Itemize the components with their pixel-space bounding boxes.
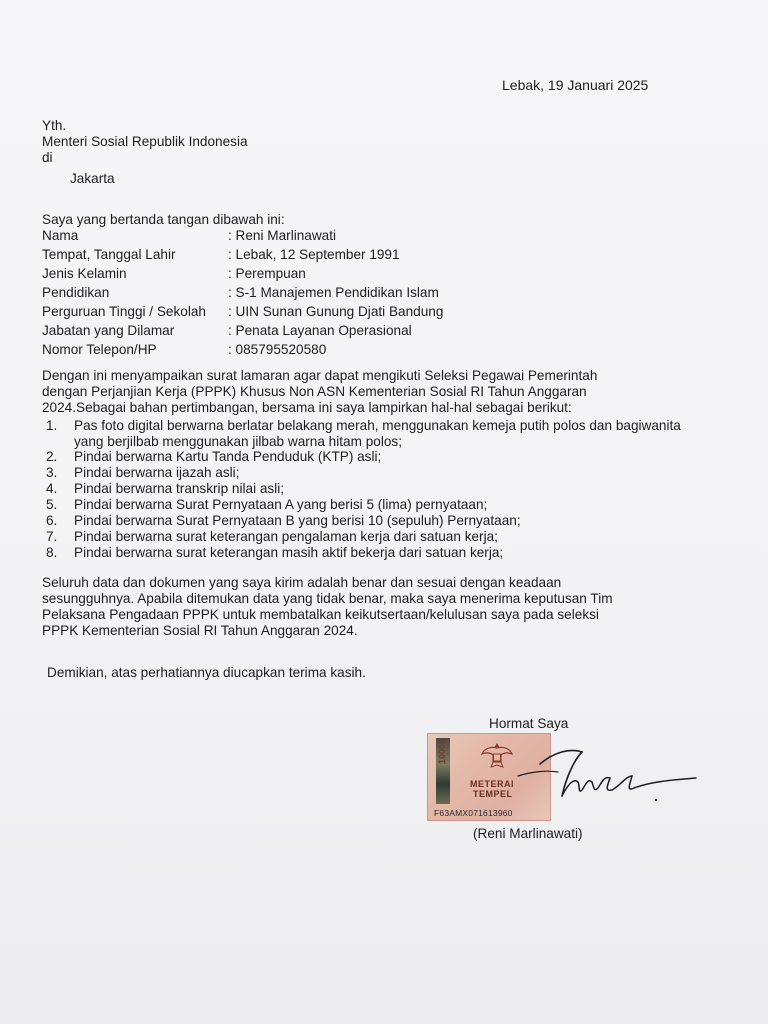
identity-label: Jenis Kelamin (42, 266, 127, 281)
list-item (42, 449, 684, 465)
list-item (42, 529, 684, 545)
paragraph-line: Pelaksana Pengadaan PPPK untuk membatalkan keikutsertaan/kelulusan saya pada seleksi (42, 607, 599, 622)
attachment-list (42, 418, 684, 561)
paragraph-line: Seluruh data dan dokumen yang saya kirim adalah benar dan sesuai dengan keadaan (42, 575, 562, 590)
identity-table (42, 228, 443, 361)
intro-text: Saya yang bertanda tangan dibawah ini: (42, 212, 285, 227)
list-number: 7. (46, 529, 58, 544)
list-text: Pindai berwarna surat keterangan pengalaman kerja dari satuan kerja; (74, 529, 498, 544)
identity-label: Jabatan yang Dilamar (42, 323, 175, 338)
signer-name: (Reni Marlinawati) (473, 826, 583, 841)
stamp-label-2: TEMPEL (473, 789, 513, 799)
paragraph-line: sesungguhnya. Apabila ditemukan data yang tidak benar, maka saya menerima keputusan Tim (42, 591, 613, 606)
list-text: Pindai berwarna surat keterangan masih aktif bekerja dari satuan kerja; (74, 545, 504, 560)
identity-label: Tempat, Tanggal Lahir (42, 247, 176, 262)
list-text: Pindai berwarna ijazah asli; (74, 465, 240, 480)
identity-row (42, 266, 443, 285)
declaration-paragraph (42, 575, 660, 639)
identity-row (42, 228, 443, 247)
stamp-value: 10000 (437, 738, 447, 764)
list-number: 5. (46, 497, 58, 512)
handwritten-signature (470, 738, 700, 810)
recipient-block (42, 118, 248, 187)
list-number: 2. (46, 449, 58, 464)
identity-row (42, 323, 443, 342)
closing-text: Demikian, atas perhatiannya diucapkan terima kasih. (47, 665, 366, 680)
paragraph-line: PPPK Kementerian Sosial RI Tahun Anggaran 2024. (42, 623, 358, 638)
identity-row (42, 285, 443, 304)
identity-row (42, 247, 443, 266)
identity-value: : Reni Marlinawati (228, 228, 337, 243)
list-text: Pindai berwarna Surat Pernyataan B yang berisi 10 (sepuluh) Pernyataan; (74, 513, 521, 528)
salutation: Yth. (42, 118, 67, 133)
identity-row (42, 304, 443, 323)
list-number: 3. (46, 465, 58, 480)
identity-row (42, 342, 443, 361)
list-number: 8. (46, 545, 58, 560)
paragraph-line: 2024.Sebagai bahan pertimbangan, bersama ini saya lampirkan hal-hal sebagai berikut: (42, 400, 572, 415)
identity-label: Nomor Telepon/HP (42, 342, 157, 357)
identity-label: Perguruan Tinggi / Sekolah (42, 304, 206, 319)
list-item (42, 497, 684, 513)
list-number: 1. (46, 418, 58, 433)
identity-label: Pendidikan (42, 285, 110, 300)
list-item (42, 545, 684, 561)
identity-value: : S-1 Manajemen Pendidikan Islam (228, 285, 439, 300)
paragraph-line: Dengan ini menyampaikan surat lamaran agar dapat mengikuti Seleksi Pegawai Pemerintah (42, 368, 598, 383)
identity-value: : 085795520580 (228, 342, 327, 357)
list-item (42, 418, 684, 449)
application-paragraph (42, 368, 660, 416)
stamp-label-1: METERAI (470, 779, 514, 789)
list-text: Pas foto digital berwarna berlatar belakang merah, menggunakan kemeja putih polos dan bagiwanita yang berjilbab menggunakan jilbab warna hitam polos; (74, 418, 681, 449)
list-text: Pindai berwarna Surat Pernyataan A yang berisi 5 (lima) pernyataan; (74, 497, 488, 512)
list-number: 4. (46, 481, 58, 496)
place-date: Lebak, 19 Januari 2025 (502, 77, 649, 93)
list-text: Pindai berwarna Kartu Tanda Penduduk (KTP) asli; (74, 449, 382, 464)
list-item (42, 481, 684, 497)
stamp-serial: F63AMX071613960 (434, 808, 513, 818)
identity-value: : UIN Sunan Gunung Djati Bandung (228, 304, 444, 319)
list-number: 6. (46, 513, 58, 528)
recipient-at: di (42, 150, 53, 165)
signature-greeting: Hormat Saya (489, 716, 569, 731)
list-text: Pindai berwarna transkrip nilai asli; (74, 481, 285, 496)
identity-value: : Penata Layanan Operasional (228, 323, 412, 338)
recipient-name: Menteri Sosial Republik Indonesia (42, 134, 248, 149)
paragraph-line: dengan Perjanjian Kerja (PPPK) Khusus Non ASN Kementerian Sosial RI Tahun Anggaran (42, 384, 587, 399)
list-item (42, 513, 684, 529)
recipient-city: Jakarta (70, 171, 115, 186)
identity-value: : Lebak, 12 September 1991 (228, 247, 400, 262)
identity-label: Nama (42, 228, 79, 243)
identity-value: : Perempuan (228, 266, 306, 281)
list-item (42, 465, 684, 481)
